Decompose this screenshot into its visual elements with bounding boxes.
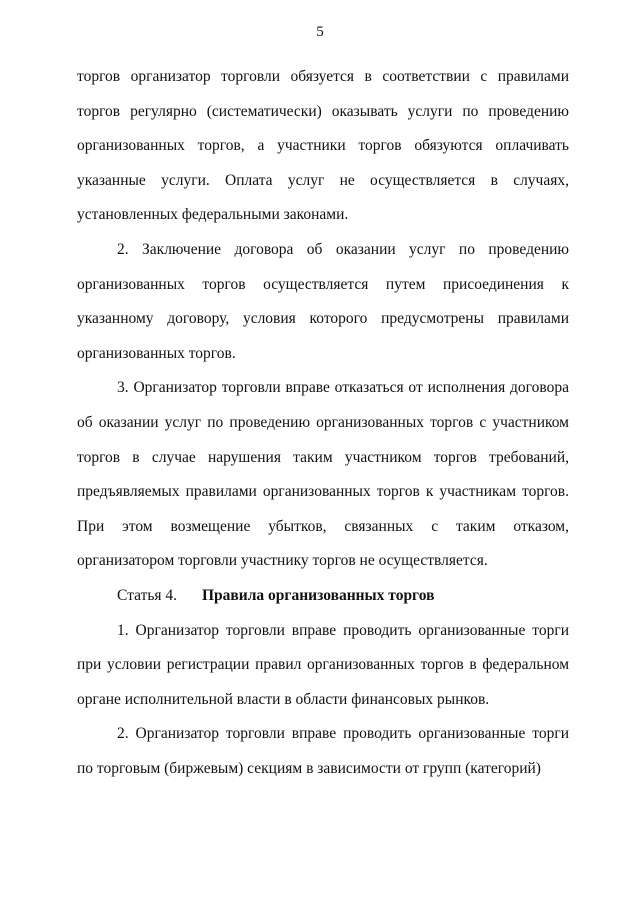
paragraph-clause-2: 2. Заключение договора об оказании услуг по проведению организованных торгов осуществляется путем присоединения к указанному договору, условия которого предусмотрены правилами организованных торгов. [77,240,569,362]
paragraph-article4-clause-1: 1. Организатор торговли вправе проводить организованные торги при условии регистрации правил организованных торгов в федеральном органе исполнительной власти в области финансовых рынков. [77,621,569,708]
paragraph-article4-clause-2: 2. Организатор торговли вправе проводить организованные торги по торговым (биржевым) секциям в зависимости от групп (категорий) [77,725,569,777]
article-number: Статья 4. [117,586,178,604]
article-title: Правила организованных торгов [202,586,435,604]
paragraph-clause-3: 3. Организатор торговли вправе отказаться от исполнения договора об оказании услуг по проведению организованных торгов с участником торгов в случае нарушения таким участником торгов требований, предъявляемых правилами организованных торгов к участникам торгов. При этом возмещение убытков, связанных с таким отказом, организатором торговли участнику торгов не осуществляется. [77,379,569,570]
article-heading [77,579,569,614]
page-number: 5 [316,24,324,40]
document-body [77,60,569,786]
paragraph-continuation: торгов организатор торговли обязуется в соответствии с правилами торгов регулярно (систематически) оказывать услуги по проведению организованных торгов, а участники торгов обязуются оплачивать указанные услуги. Оплата услуг не осуществляется в случаях, установленных федеральными законами. [77,68,569,224]
